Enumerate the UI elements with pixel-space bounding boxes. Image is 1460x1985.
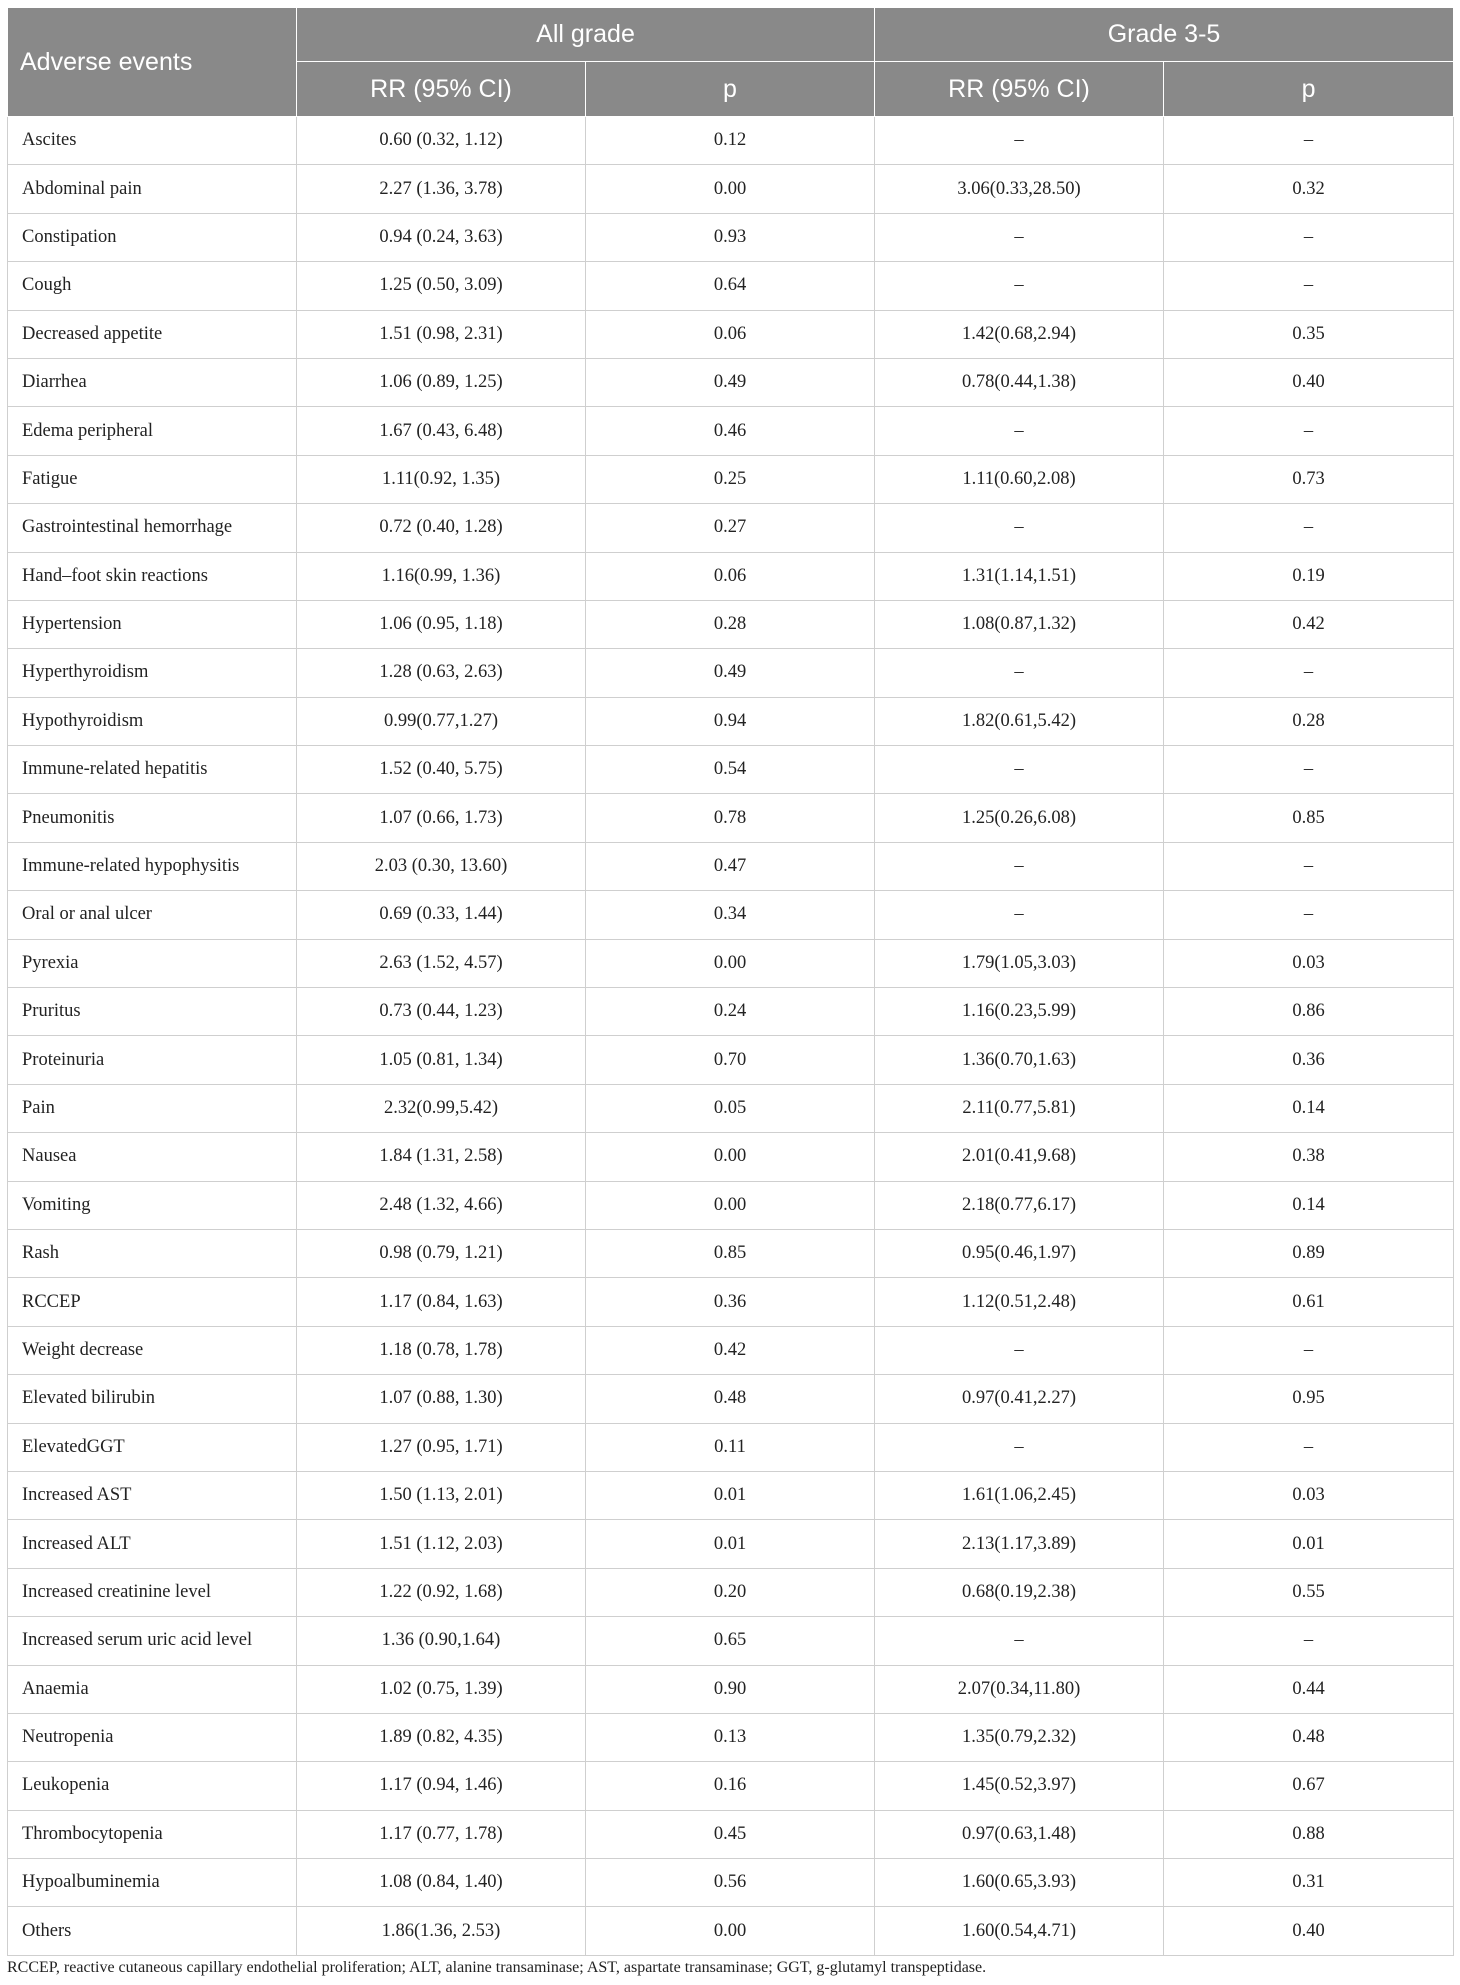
all-grade-rr-cell: 0.60 (0.32, 1.12): [297, 117, 586, 165]
all-grade-p-cell: 0.64: [586, 262, 875, 310]
grade-3-5-rr-cell: –: [875, 262, 1164, 310]
adverse-event-name: Hypertension: [8, 600, 297, 648]
grade-3-5-rr-cell: 1.16(0.23,5.99): [875, 988, 1164, 1036]
table-row: [8, 407, 1454, 455]
table-row: [8, 213, 1454, 261]
table-row: [8, 1229, 1454, 1277]
adverse-event-name: Increased ALT: [8, 1520, 297, 1568]
grade-3-5-p-cell: 0.32: [1164, 165, 1454, 213]
table-row: [8, 794, 1454, 842]
all-grade-p-cell: 0.54: [586, 746, 875, 794]
grade-3-5-rr-cell: –: [875, 746, 1164, 794]
all-grade-p-cell: 0.06: [586, 552, 875, 600]
adverse-event-name: Pyrexia: [8, 939, 297, 987]
table-row: [8, 697, 1454, 745]
grade-3-5-p-cell: –: [1164, 649, 1454, 697]
table-row: [8, 262, 1454, 310]
all-grade-p-cell: 0.93: [586, 213, 875, 261]
all-grade-p-cell: 0.05: [586, 1084, 875, 1132]
all-grade-p-cell: 0.90: [586, 1665, 875, 1713]
all-grade-rr-cell: 0.98 (0.79, 1.21): [297, 1229, 586, 1277]
grade-3-5-rr-cell: –: [875, 213, 1164, 261]
grade-3-5-rr-cell: 2.18(0.77,6.17): [875, 1181, 1164, 1229]
adverse-event-name: Vomiting: [8, 1181, 297, 1229]
all-grade-p-cell: 0.85: [586, 1229, 875, 1277]
grade-3-5-rr-cell: –: [875, 504, 1164, 552]
grade-3-5-p-cell: 0.40: [1164, 358, 1454, 406]
table-row: [8, 1375, 1454, 1423]
grade-3-5-rr-cell: –: [875, 1617, 1164, 1665]
all-grade-rr-cell: 1.27 (0.95, 1.71): [297, 1423, 586, 1471]
grade-3-5-p-cell: 0.85: [1164, 794, 1454, 842]
all-grade-rr-cell: 2.63 (1.52, 4.57): [297, 939, 586, 987]
grade-3-5-rr-cell: 1.31(1.14,1.51): [875, 552, 1164, 600]
adverse-event-name: Rash: [8, 1229, 297, 1277]
grade-3-5-rr-cell: 0.95(0.46,1.97): [875, 1229, 1164, 1277]
all-grade-rr-cell: 2.48 (1.32, 4.66): [297, 1181, 586, 1229]
grade-3-5-rr-cell: 1.11(0.60,2.08): [875, 455, 1164, 503]
adverse-event-name: Decreased appetite: [8, 310, 297, 358]
adverse-event-name: Diarrhea: [8, 358, 297, 406]
header-adverse-events: Adverse events: [8, 8, 297, 117]
grade-3-5-p-cell: –: [1164, 1423, 1454, 1471]
grade-3-5-rr-cell: –: [875, 1423, 1164, 1471]
grade-3-5-rr-cell: 2.01(0.41,9.68): [875, 1133, 1164, 1181]
adverse-event-name: Hypothyroidism: [8, 697, 297, 745]
table-row: [8, 358, 1454, 406]
grade-3-5-rr-cell: 1.42(0.68,2.94): [875, 310, 1164, 358]
table-row: [8, 1859, 1454, 1907]
all-grade-rr-cell: 1.17 (0.94, 1.46): [297, 1762, 586, 1810]
adverse-event-name: ElevatedGGT: [8, 1423, 297, 1471]
adverse-event-name: Others: [8, 1907, 297, 1955]
table-row: [8, 988, 1454, 1036]
grade-3-5-rr-cell: 1.45(0.52,3.97): [875, 1762, 1164, 1810]
adverse-event-name: Anaemia: [8, 1665, 297, 1713]
table-row: [8, 310, 1454, 358]
all-grade-p-cell: 0.45: [586, 1810, 875, 1858]
adverse-event-name: RCCEP: [8, 1278, 297, 1326]
all-grade-rr-cell: 1.08 (0.84, 1.40): [297, 1859, 586, 1907]
all-grade-rr-cell: 1.51 (0.98, 2.31): [297, 310, 586, 358]
all-grade-rr-cell: 1.17 (0.84, 1.63): [297, 1278, 586, 1326]
all-grade-p-cell: 0.49: [586, 358, 875, 406]
adverse-event-name: Edema peripheral: [8, 407, 297, 455]
all-grade-p-cell: 0.00: [586, 165, 875, 213]
grade-3-5-rr-cell: 2.11(0.77,5.81): [875, 1084, 1164, 1132]
table-row: [8, 1036, 1454, 1084]
table-row: [8, 1713, 1454, 1761]
adverse-event-name: Hand–foot skin reactions: [8, 552, 297, 600]
table-row: [8, 117, 1454, 165]
grade-3-5-p-cell: 0.14: [1164, 1084, 1454, 1132]
grade-3-5-p-cell: 0.48: [1164, 1713, 1454, 1761]
all-grade-rr-cell: 1.11(0.92, 1.35): [297, 455, 586, 503]
adverse-event-name: Immune-related hepatitis: [8, 746, 297, 794]
grade-3-5-p-cell: 0.89: [1164, 1229, 1454, 1277]
table-row: [8, 1084, 1454, 1132]
table-header: [8, 8, 1454, 117]
grade-3-5-p-cell: –: [1164, 262, 1454, 310]
table-row: [8, 1326, 1454, 1374]
adverse-event-name: Ascites: [8, 117, 297, 165]
adverse-event-name: Pain: [8, 1084, 297, 1132]
all-grade-rr-cell: 2.03 (0.30, 13.60): [297, 842, 586, 890]
grade-3-5-p-cell: 0.40: [1164, 1907, 1454, 1955]
grade-3-5-rr-cell: 1.25(0.26,6.08): [875, 794, 1164, 842]
grade-3-5-p-cell: 0.19: [1164, 552, 1454, 600]
header-group-all-grade: All grade: [297, 8, 875, 62]
all-grade-p-cell: 0.48: [586, 1375, 875, 1423]
grade-3-5-rr-cell: 0.97(0.63,1.48): [875, 1810, 1164, 1858]
adverse-events-table: [7, 7, 1454, 1956]
table-row: [8, 1810, 1454, 1858]
adverse-event-name: Increased serum uric acid level: [8, 1617, 297, 1665]
all-grade-rr-cell: 1.52 (0.40, 5.75): [297, 746, 586, 794]
table-row: [8, 891, 1454, 939]
grade-3-5-p-cell: 0.88: [1164, 1810, 1454, 1858]
all-grade-p-cell: 0.94: [586, 697, 875, 745]
grade-3-5-p-cell: –: [1164, 842, 1454, 890]
table-row: [8, 600, 1454, 648]
all-grade-rr-cell: 1.07 (0.66, 1.73): [297, 794, 586, 842]
adverse-event-name: Immune-related hypophysitis: [8, 842, 297, 890]
all-grade-p-cell: 0.06: [586, 310, 875, 358]
grade-3-5-p-cell: 0.55: [1164, 1568, 1454, 1616]
table-row: [8, 504, 1454, 552]
grade-3-5-p-cell: 0.03: [1164, 939, 1454, 987]
all-grade-p-cell: 0.12: [586, 117, 875, 165]
grade-3-5-rr-cell: –: [875, 891, 1164, 939]
adverse-event-name: Pruritus: [8, 988, 297, 1036]
grade-3-5-p-cell: –: [1164, 504, 1454, 552]
all-grade-rr-cell: 0.73 (0.44, 1.23): [297, 988, 586, 1036]
all-grade-rr-cell: 1.36 (0.90,1.64): [297, 1617, 586, 1665]
table-row: [8, 1762, 1454, 1810]
adverse-event-name: Hyperthyroidism: [8, 649, 297, 697]
adverse-event-name: Abdominal pain: [8, 165, 297, 213]
all-grade-p-cell: 0.01: [586, 1520, 875, 1568]
grade-3-5-p-cell: –: [1164, 407, 1454, 455]
grade-3-5-p-cell: 0.61: [1164, 1278, 1454, 1326]
grade-3-5-rr-cell: 1.12(0.51,2.48): [875, 1278, 1164, 1326]
all-grade-rr-cell: 0.94 (0.24, 3.63): [297, 213, 586, 261]
all-grade-p-cell: 0.56: [586, 1859, 875, 1907]
table-row: [8, 455, 1454, 503]
table-row: [8, 165, 1454, 213]
table-row: [8, 746, 1454, 794]
all-grade-p-cell: 0.34: [586, 891, 875, 939]
grade-3-5-p-cell: 0.73: [1164, 455, 1454, 503]
table-row: [8, 842, 1454, 890]
adverse-event-name: Increased AST: [8, 1471, 297, 1519]
all-grade-p-cell: 0.36: [586, 1278, 875, 1326]
all-grade-p-cell: 0.16: [586, 1762, 875, 1810]
all-grade-p-cell: 0.24: [586, 988, 875, 1036]
all-grade-rr-cell: 1.67 (0.43, 6.48): [297, 407, 586, 455]
adverse-event-name: Weight decrease: [8, 1326, 297, 1374]
table-footnote: RCCEP, reactive cutaneous capillary endothelial proliferation; ALT, alanine transaminase; AST, aspartate transaminase; GGT, g-glutamyl transpeptidase.: [7, 1959, 987, 1976]
grade-3-5-rr-cell: 0.97(0.41,2.27): [875, 1375, 1164, 1423]
grade-3-5-p-cell: 0.86: [1164, 988, 1454, 1036]
grade-3-5-rr-cell: 1.60(0.65,3.93): [875, 1859, 1164, 1907]
grade-3-5-rr-cell: 2.07(0.34,11.80): [875, 1665, 1164, 1713]
all-grade-rr-cell: 1.25 (0.50, 3.09): [297, 262, 586, 310]
grade-3-5-p-cell: –: [1164, 1326, 1454, 1374]
adverse-event-name: Neutropenia: [8, 1713, 297, 1761]
all-grade-p-cell: 0.00: [586, 1133, 875, 1181]
grade-3-5-p-cell: 0.42: [1164, 600, 1454, 648]
grade-3-5-p-cell: –: [1164, 1617, 1454, 1665]
all-grade-p-cell: 0.13: [586, 1713, 875, 1761]
table-row: [8, 552, 1454, 600]
grade-3-5-p-cell: 0.36: [1164, 1036, 1454, 1084]
all-grade-p-cell: 0.78: [586, 794, 875, 842]
grade-3-5-rr-cell: –: [875, 117, 1164, 165]
adverse-event-name: Nausea: [8, 1133, 297, 1181]
grade-3-5-rr-cell: 1.61(1.06,2.45): [875, 1471, 1164, 1519]
all-grade-p-cell: 0.20: [586, 1568, 875, 1616]
table-row: [8, 1907, 1454, 1955]
grade-3-5-rr-cell: –: [875, 842, 1164, 890]
grade-3-5-p-cell: 0.67: [1164, 1762, 1454, 1810]
adverse-event-name: Proteinuria: [8, 1036, 297, 1084]
all-grade-rr-cell: 1.28 (0.63, 2.63): [297, 649, 586, 697]
grade-3-5-p-cell: 0.38: [1164, 1133, 1454, 1181]
all-grade-p-cell: 0.01: [586, 1471, 875, 1519]
adverse-event-name: Constipation: [8, 213, 297, 261]
all-grade-p-cell: 0.27: [586, 504, 875, 552]
grade-3-5-rr-cell: 1.36(0.70,1.63): [875, 1036, 1164, 1084]
all-grade-rr-cell: 2.27 (1.36, 3.78): [297, 165, 586, 213]
header-row-groups: [8, 8, 1454, 62]
grade-3-5-p-cell: –: [1164, 117, 1454, 165]
adverse-event-name: Oral or anal ulcer: [8, 891, 297, 939]
all-grade-rr-cell: 0.69 (0.33, 1.44): [297, 891, 586, 939]
grade-3-5-rr-cell: 0.68(0.19,2.38): [875, 1568, 1164, 1616]
grade-3-5-rr-cell: –: [875, 649, 1164, 697]
all-grade-rr-cell: 1.06 (0.95, 1.18): [297, 600, 586, 648]
all-grade-rr-cell: 1.84 (1.31, 2.58): [297, 1133, 586, 1181]
table-body: [8, 117, 1454, 1956]
all-grade-p-cell: 0.49: [586, 649, 875, 697]
table-row: [8, 1665, 1454, 1713]
adverse-event-name: Cough: [8, 262, 297, 310]
grade-3-5-rr-cell: –: [875, 407, 1164, 455]
grade-3-5-p-cell: 0.14: [1164, 1181, 1454, 1229]
all-grade-p-cell: 0.11: [586, 1423, 875, 1471]
all-grade-rr-cell: 1.05 (0.81, 1.34): [297, 1036, 586, 1084]
grade-3-5-p-cell: –: [1164, 891, 1454, 939]
all-grade-p-cell: 0.70: [586, 1036, 875, 1084]
all-grade-rr-cell: 1.86(1.36, 2.53): [297, 1907, 586, 1955]
table-row: [8, 939, 1454, 987]
all-grade-rr-cell: 1.16(0.99, 1.36): [297, 552, 586, 600]
grade-3-5-p-cell: –: [1164, 213, 1454, 261]
all-grade-p-cell: 0.65: [586, 1617, 875, 1665]
header-all-p: p: [586, 62, 875, 117]
header-all-rr: RR (95% CI): [297, 62, 586, 117]
all-grade-p-cell: 0.46: [586, 407, 875, 455]
all-grade-rr-cell: 1.06 (0.89, 1.25): [297, 358, 586, 406]
all-grade-rr-cell: 1.22 (0.92, 1.68): [297, 1568, 586, 1616]
all-grade-rr-cell: 1.89 (0.82, 4.35): [297, 1713, 586, 1761]
all-grade-rr-cell: 1.18 (0.78, 1.78): [297, 1326, 586, 1374]
header-group-grade-3-5: Grade 3-5: [875, 8, 1454, 62]
table-container: [7, 7, 1453, 1956]
table-row: [8, 1278, 1454, 1326]
header-g35-rr: RR (95% CI): [875, 62, 1164, 117]
grade-3-5-p-cell: 0.31: [1164, 1859, 1454, 1907]
all-grade-rr-cell: 0.99(0.77,1.27): [297, 697, 586, 745]
table-row: [8, 1471, 1454, 1519]
table-row: [8, 1181, 1454, 1229]
grade-3-5-p-cell: 0.95: [1164, 1375, 1454, 1423]
grade-3-5-rr-cell: 1.35(0.79,2.32): [875, 1713, 1164, 1761]
all-grade-p-cell: 0.25: [586, 455, 875, 503]
adverse-event-name: Increased creatinine level: [8, 1568, 297, 1616]
grade-3-5-p-cell: 0.44: [1164, 1665, 1454, 1713]
adverse-event-name: Leukopenia: [8, 1762, 297, 1810]
grade-3-5-rr-cell: 2.13(1.17,3.89): [875, 1520, 1164, 1568]
all-grade-p-cell: 0.28: [586, 600, 875, 648]
all-grade-rr-cell: 1.17 (0.77, 1.78): [297, 1810, 586, 1858]
grade-3-5-rr-cell: 1.79(1.05,3.03): [875, 939, 1164, 987]
grade-3-5-rr-cell: –: [875, 1326, 1164, 1374]
grade-3-5-rr-cell: 1.82(0.61,5.42): [875, 697, 1164, 745]
table-row: [8, 1568, 1454, 1616]
grade-3-5-rr-cell: 3.06(0.33,28.50): [875, 165, 1164, 213]
all-grade-p-cell: 0.00: [586, 1181, 875, 1229]
all-grade-rr-cell: 1.50 (1.13, 2.01): [297, 1471, 586, 1519]
all-grade-rr-cell: 1.51 (1.12, 2.03): [297, 1520, 586, 1568]
adverse-event-name: Fatigue: [8, 455, 297, 503]
grade-3-5-p-cell: 0.35: [1164, 310, 1454, 358]
grade-3-5-rr-cell: 1.08(0.87,1.32): [875, 600, 1164, 648]
all-grade-rr-cell: 2.32(0.99,5.42): [297, 1084, 586, 1132]
grade-3-5-p-cell: 0.03: [1164, 1471, 1454, 1519]
adverse-event-name: Gastrointestinal hemorrhage: [8, 504, 297, 552]
table-row: [8, 1133, 1454, 1181]
table-row: [8, 1520, 1454, 1568]
grade-3-5-p-cell: 0.28: [1164, 697, 1454, 745]
grade-3-5-rr-cell: 1.60(0.54,4.71): [875, 1907, 1164, 1955]
header-g35-p: p: [1164, 62, 1454, 117]
grade-3-5-p-cell: 0.01: [1164, 1520, 1454, 1568]
adverse-event-name: Pneumonitis: [8, 794, 297, 842]
all-grade-p-cell: 0.47: [586, 842, 875, 890]
adverse-event-name: Thrombocytopenia: [8, 1810, 297, 1858]
table-row: [8, 649, 1454, 697]
all-grade-p-cell: 0.00: [586, 939, 875, 987]
table-row: [8, 1423, 1454, 1471]
all-grade-rr-cell: 0.72 (0.40, 1.28): [297, 504, 586, 552]
all-grade-p-cell: 0.42: [586, 1326, 875, 1374]
all-grade-rr-cell: 1.07 (0.88, 1.30): [297, 1375, 586, 1423]
table-row: [8, 1617, 1454, 1665]
adverse-event-name: Hypoalbuminemia: [8, 1859, 297, 1907]
grade-3-5-p-cell: –: [1164, 746, 1454, 794]
all-grade-p-cell: 0.00: [586, 1907, 875, 1955]
grade-3-5-rr-cell: 0.78(0.44,1.38): [875, 358, 1164, 406]
all-grade-rr-cell: 1.02 (0.75, 1.39): [297, 1665, 586, 1713]
adverse-event-name: Elevated bilirubin: [8, 1375, 297, 1423]
